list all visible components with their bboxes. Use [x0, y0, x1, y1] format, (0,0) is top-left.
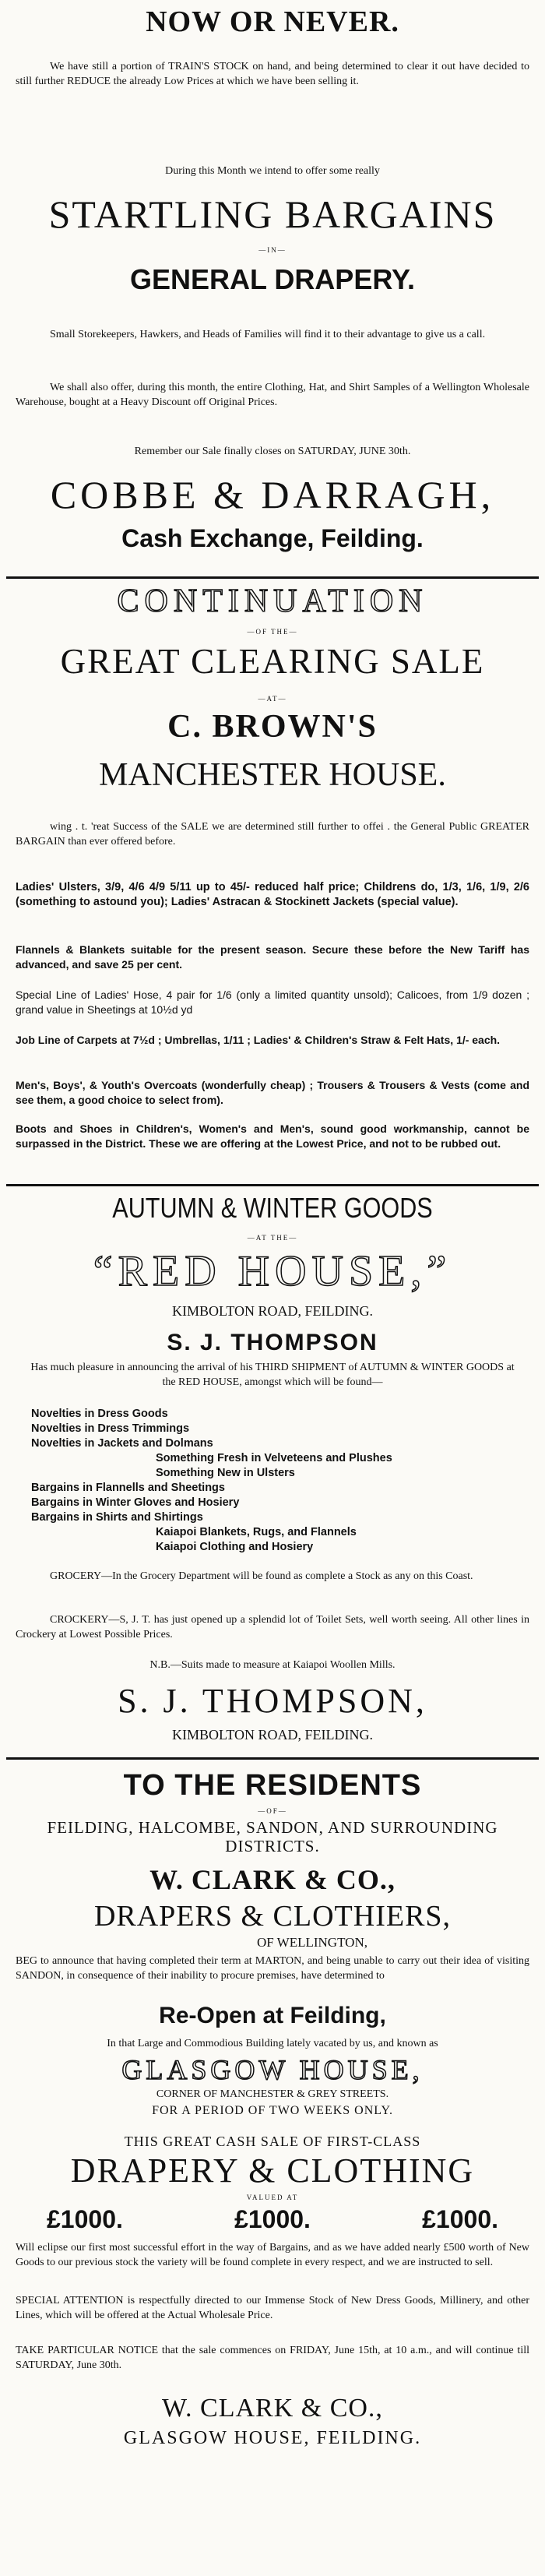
paragraph-great-success: wing . t. 'reat Success of the SALE we are determined still further to offei . the General Public GREATER BARGAIN than ever offered before.	[16, 821, 529, 848]
store-name-red-house: “RED HOUSE,”	[93, 1247, 452, 1295]
amount-1000: £1000.	[234, 2205, 311, 2233]
divider-2	[6, 1184, 539, 1186]
this-great-cash-sale: THIS GREAT CASH SALE OF FIRST-CLASS	[124, 2134, 421, 2149]
headline-continuation: CONTINUATION	[117, 583, 428, 619]
connector-at-the: —AT THE—	[247, 1234, 298, 1242]
valuation-amounts	[47, 2204, 498, 2234]
goods-list	[31, 1407, 529, 1555]
firm-name-cobbe-darragh: COBBE & DARRAGH,	[50, 473, 495, 516]
paragraph-carpets-umbrellas: Job Line of Carpets at 7½d ; Umbrellas, 1/11 ; Ladies' & Children's Straw & Felt Hats, 1/- each.	[16, 1034, 501, 1046]
headline-general-drapery: GENERAL DRAPERY.	[129, 263, 416, 295]
paragraph-grocery: GROCERY—In the Grocery Department will be found as complete a Stock as any on this Coast.	[50, 1570, 473, 1582]
amount-1000: £1000.	[47, 2205, 123, 2233]
period-two-weeks: FOR A PERIOD OF TWO WEEKS ONLY.	[152, 2104, 393, 2117]
paragraph-storekeepers: Small Storekeepers, Hawkers, and Heads of Families will find it to their advantage to give us a call.	[50, 329, 486, 340]
paragraph-trains-stock: We have still a portion of TRAIN'S STOCK on hand, and being determined to clear it out have decided to still further REDUCE the already Low Prices at which we have been selling it.	[16, 61, 529, 87]
paragraph-special-attention: SPECIAL ATTENTION is respectfully directed to our Immense Stock of New Dress Goods, Millinery, and other Lines, which will be offered at the Actual Wholesale Price.	[16, 2295, 529, 2321]
address-corner-streets: CORNER OF MANCHESTER & GREY STREETS.	[156, 2088, 389, 2100]
paragraph-third-shipment: Has much pleasure in announcing the arrival of his THIRD SHIPMENT of AUTUMN & WINTER GOODS at the RED HOUSE, amongst which will be found—	[30, 1362, 515, 1388]
store-name-manchester-house: MANCHESTER HOUSE.	[99, 757, 446, 793]
paragraph-ladies-hose: Special Line of Ladies' Hose, 4 pair for 1/6 (only a limited quantity unsold); Calicoes, from 1/9 dozen ; grand value in Sheetings at 10½d yd	[16, 988, 529, 1016]
store-name-glasgow-house: GLASGOW HOUSE,	[121, 2054, 424, 2085]
paragraph-commodious-building: In that Large and Commodious Building lately vacated by us, and known as	[107, 2038, 438, 2049]
list-item: Bargains in Winter Gloves and Hosiery	[31, 1496, 240, 1509]
list-item: Novelties in Jackets and Dolmans	[31, 1437, 213, 1450]
address-kimbolton-road-footer: KIMBOLTON ROAD, FEILDING.	[171, 1727, 373, 1743]
address-kimbolton-road: KIMBOLTON ROAD, FEILDING.	[171, 1303, 373, 1319]
store-owner-c-browns: C. BROWN'S	[167, 709, 378, 745]
headline-reopen-feilding: Re-Open at Feilding,	[159, 2003, 386, 2028]
list-item: Novelties in Dress Goods	[31, 1408, 168, 1420]
paragraph-beg-to-announce: BEG to announce that having completed their term at MARTON, and being unable to carry out their idea of visiting SANDON, in consequence of their inability to procure premises, have determined to	[16, 1955, 529, 1982]
paragraph-flannels-blankets: Flannels & Blankets suitable for the present season. Secure these before the New Tariff has advanced, and save 25 per cent.	[16, 943, 529, 971]
paragraph-sale-closes: Remember our Sale finally closes on SATURDAY, JUNE 30th.	[134, 446, 411, 457]
headline-now-or-never: NOW OR NEVER.	[146, 5, 399, 38]
paragraph-wholesale-samples: We shall also offer, during this month, the entire Clothing, Hat, and Shirt Samples of a Wellington Wholesale Warehouse, bought at a Heavy Discount off Original Prices.	[16, 382, 529, 408]
paragraph-overcoats: Men's, Boys', & Youth's Overcoats (wonderfully cheap) ; Trousers & Trousers & Vests (come and see them, a good choice to select from).	[16, 1079, 529, 1106]
connector-of-the: —OF THE—	[247, 628, 298, 636]
districts-list: FEILDING, HALCOMBE, SANDON, AND SURROUNDING DISTRICTS.	[47, 1818, 498, 1855]
list-item: Kaiapoi Blankets, Rugs, and Flannels	[156, 1526, 357, 1538]
proprietor-s-j-thompson: S. J. THOMPSON	[167, 1330, 378, 1355]
amount-1000: £1000.	[422, 2205, 498, 2233]
list-item: Kaiapoi Clothing and Hosiery	[156, 1541, 314, 1553]
headline-great-clearing-sale: GREAT CLEARING SALE	[60, 642, 485, 681]
divider-1	[6, 576, 539, 579]
connector-valued-at: VALUED AT	[246, 2194, 299, 2201]
trade-drapers-clothiers: DRAPERS & CLOTHIERS,	[93, 1900, 452, 1933]
list-item: Bargains in Shirts and Shirtings	[31, 1511, 203, 1524]
paragraph-boots-shoes: Boots and Shoes in Children's, Women's and Men's, sound good workmanship, cannot be surpassed in the District. These we are offering at the Lowest Price, and not to be rubbed out.	[16, 1122, 529, 1150]
firm-name-w-clark-footer: W. CLARK & CO.,	[162, 2394, 383, 2423]
divider-3	[6, 1757, 539, 1760]
headline-drapery-clothing: DRAPERY & CLOTHING	[70, 2151, 475, 2190]
address-glasgow-house-footer: GLASGOW HOUSE, FEILDING.	[123, 2428, 422, 2448]
list-item: Something Fresh in Velveteens and Plushes	[156, 1452, 392, 1464]
list-item: Something New in Ulsters	[156, 1467, 295, 1479]
connector-at: —AT—	[258, 695, 287, 703]
connector-in: —IN—	[258, 246, 287, 254]
paragraph-crockery: CROCKERY—S, J. T. has just opened up a splendid lot of Toilet Sets, well worth seeing. All other lines in Crockery at Lowest Possible Prices.	[16, 1614, 529, 1640]
headline-to-the-residents: TO THE RESIDENTS	[123, 1769, 422, 1802]
paragraph-this-month: During this Month we intend to offer some really	[165, 165, 380, 177]
proprietor-s-j-thompson-footer: S. J. THOMPSON,	[118, 1682, 427, 1720]
headline-autumn-winter-goods: AUTUMN & WINTER GOODS	[112, 1192, 433, 1224]
connector-of: —OF—	[258, 1807, 287, 1815]
paragraph-take-notice: TAKE PARTICULAR NOTICE that the sale commences on FRIDAY, June 15th, at 10 a.m., and will continue till SATURDAY, June 30th.	[16, 2345, 529, 2371]
firm-address-cash-exchange: Cash Exchange, Feilding.	[121, 524, 424, 552]
headline-startling-bargains: STARTLING BARGAINS	[48, 192, 497, 236]
list-item: Bargains in Flannells and Sheetings	[31, 1482, 225, 1494]
firm-origin-wellington: OF WELLINGTON,	[257, 1935, 367, 1950]
firm-name-w-clark: W. CLARK & CO.,	[149, 1864, 396, 1895]
list-item: Novelties in Dress Trimmings	[31, 1422, 190, 1435]
paragraph-ladies-ulsters: Ladies' Ulsters, 3/9, 4/6 4/9 5/11 up to 45/- reduced half price; Childrens do, 1/3, 1/6, 1/9, 2/6 (something to astound you); Ladies' Astracan & Stockinett Jackets (special value).	[16, 881, 529, 908]
paragraph-nb-suits: N.B.—Suits made to measure at Kaiapoi Woollen Mills.	[149, 1659, 396, 1671]
paragraph-eclipse-effort: Will eclipse our first most successful effort in the way of Bargains, and as we have added nearly £500 worth of New Goods to our previous stock the variety will be found complete in every respect, and we are instructed to sell.	[16, 2242, 529, 2268]
